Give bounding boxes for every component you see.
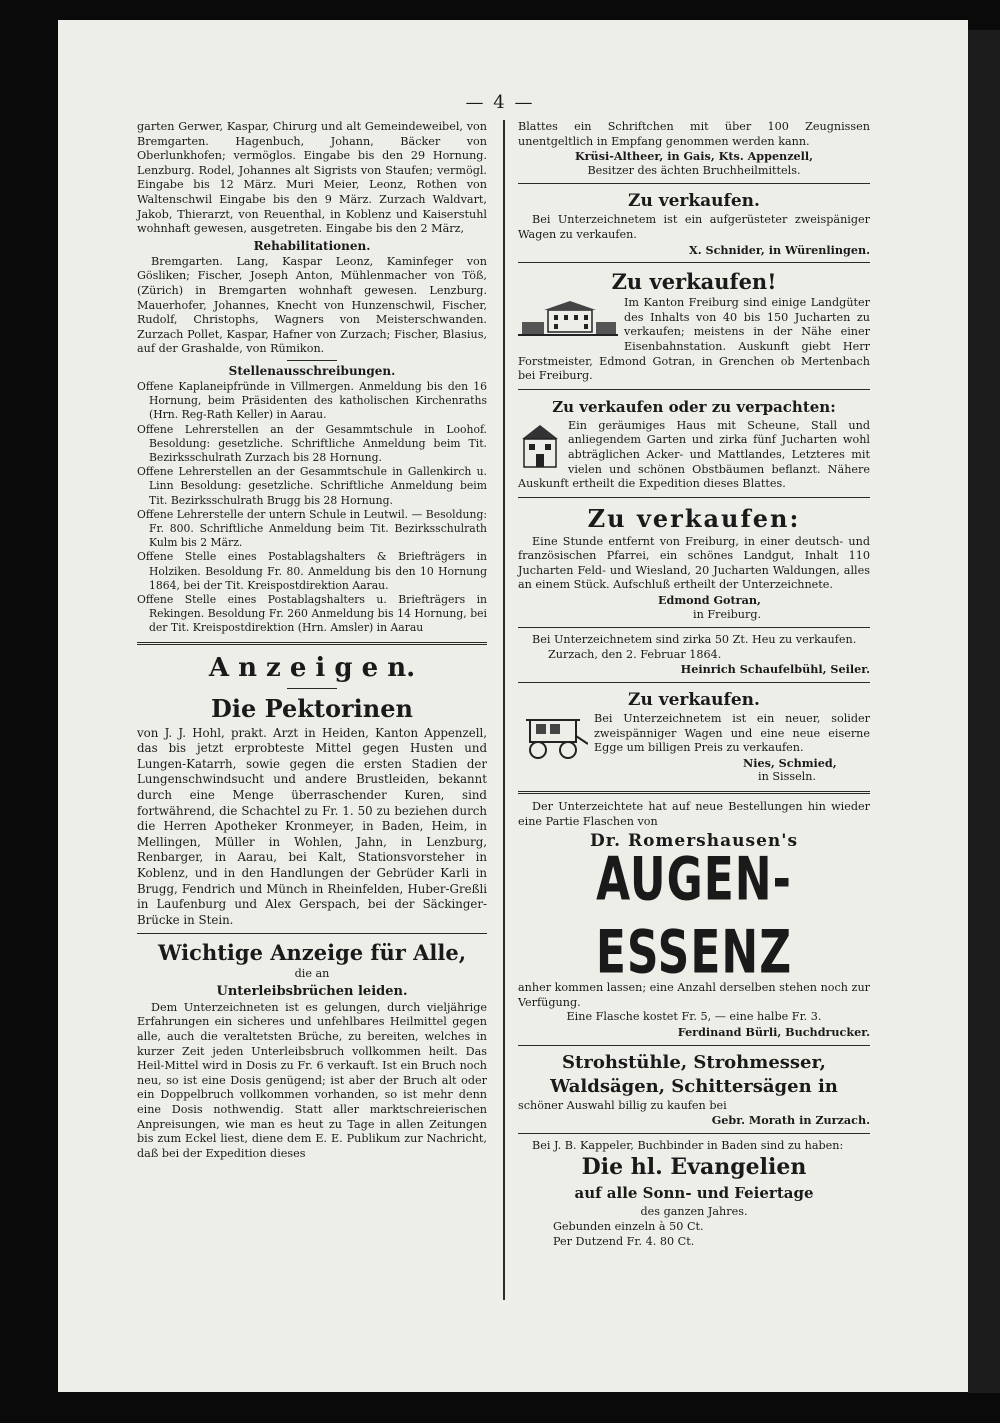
stelle-item: Offene Kaplaneipfründe in Villmergen. Anmeldung bis den 16 Hornung, beim Präsidenten des katholischen Kirchenraths (Hrn. Reg-Rath Keller) in Aarau. [137, 379, 487, 422]
ad4-signature: Edmond Gotran, [658, 593, 761, 608]
left-column [137, 120, 487, 1161]
ad3-title: Zu verkaufen oder zu verpachten: [552, 397, 836, 416]
divider [518, 389, 870, 390]
column-rule [503, 120, 505, 1300]
pektorinen-title: Die Pektorinen [211, 693, 413, 723]
manor-house-icon [518, 298, 618, 338]
ad7-name: Dr. Romershausen's [589, 831, 799, 852]
ad5-text: Bei Unterzeichnetem sind zirka 50 Zt. Heu zu verkaufen. [532, 633, 857, 647]
bruch-signature-2: Besitzer des ächten Bruchheilmittels. [587, 163, 801, 177]
ad1-text: Bei Unterzeichnetem ist ein aufgerüsteter zweispäniger Wagen zu verkaufen. [518, 213, 870, 241]
divider [518, 791, 870, 794]
ad7-signature: Ferdinand Bürli, Buchdrucker. [677, 1024, 870, 1039]
ad5-signature: Heinrich Schaufelbühl, Seiler. [680, 662, 870, 677]
divider [518, 1133, 870, 1134]
divider [518, 682, 870, 683]
ad4-signature-place: in Freiburg. [693, 607, 762, 621]
wichtig-title: Wichtige Anzeige für Alle, [157, 940, 467, 966]
ad9-text: Bei J. B. Kappeler, Buchbinder in Baden sind zu haben: [532, 1138, 844, 1152]
wichtig-text: Dem Unterzeichneten ist es gelungen, durch vieljährige Erfahrungen ein sicheres und unfehlbares Heilmittel gegen alle, auch die veraltetsten Brüche, zu bereiten, welches in kurzer Zeit jeden Unterleibsbruch vollkommen heilt. Das Heil-Mittel wird in Dosis zu Fr. 6 verkauft. Ist ein Bruch noch neu, so ist eine Dosis genügend; ist aber der Bruch alt oder ein Doppelbruch vollkommen vorhanden, so ist mehr denn eine Dosis nothwendig. Statt aller marktschreierischen Anpreisungen, wie man es heut zu Tage in allen Zeitungen bis zum Eckel liest, diene dem E. E. Publikum zur Nachricht, daß bei der Expedition dieses [137, 1000, 487, 1160]
ad4-title: Zu verkaufen: [587, 503, 801, 533]
ad6-text: Bei Unterzeichnetem ist ein neuer, solider zweispänniger Wagen und eine neue eiserne Egge um billigen Preis zu verkaufen. [594, 712, 870, 755]
pektorinen-text: von J. J. Hohl, prakt. Arzt in Heiden, Kanton Appenzell, das bis jetzt erprobteste Mittel gegen Husten und Lungen-Katarrh, sowie gegen die ersten Stadien der Lungenschwindsucht und andere Brustleiden, bekannt durch eine Menge überraschender Kuren, sind fortwährend, die Schachtel zu Fr. 1. 50 zu beziehen durch die Herren Apotheker Kronmeyer, in Baden, Heim, in Mellingen, Müller in Wohlen, Jahn, in Lenzburg, Renbarger, in Aarau, bei Kalt, Stationsvorsteher in Koblenz, und in den Handlungen der Gebrüder Karli in Brugg, Fendrich und Münch in Rheinfelden, Huber-Greßli in Laufenburg und Alex Gerspach, bei der Säckinger-Brücke in Stein. [137, 725, 487, 927]
ad8-text: schöner Auswahl billig zu kaufen bei [518, 1098, 727, 1112]
ad6-title: Zu verkaufen. [628, 690, 760, 711]
anzeigen-heading: A n z e i g e n. [208, 652, 416, 683]
page-number: — 4 — [465, 92, 535, 113]
divider [518, 262, 870, 263]
ad4-text: Eine Stunde entfernt von Freiburg, in einer deutsch- und französischen Pfarrei, ein schönes Landgut, Inhalt 110 Jucharten Feld- und Wiesland, 20 Jucharten Waldungen, alles an einem Stück. Aufschluß ertheilt der Unterzeichnete. [518, 534, 870, 592]
ad7-text: Der Unterzeichtete hat auf neue Bestellungen hin wieder eine Partie Flaschen von [518, 800, 870, 828]
divider [137, 933, 487, 934]
stelle-item: Offene Lehrerstellen an der Gesammtschule in Loohof. Besoldung: gesetzliche. Schriftliche Anmeldung beim Tit. Bezirksschulrath Zurzach bis 28 Hornung. [137, 422, 487, 464]
ad3-text: Ein geräumiges Haus mit Scheune, Stall und anliegendem Garten und zirka fünf Jucharten wohl abträglichen Acker- und Mattlandes, Letzteres mit vielen und schönen Obstbäumen beflanzt. Nähere Auskunft ertheilt die Expedition dieses Blattes. [518, 418, 870, 491]
ad7-price: Eine Flasche kostet Fr. 5, — eine halbe Fr. 3. [566, 1010, 822, 1024]
wichtig-sub: die an [294, 967, 330, 981]
augen-essenz-heading: AUGEN-ESSENZ [595, 845, 793, 988]
ad8-signature: Gebr. Morath in Zurzach. [711, 1113, 870, 1128]
ad2-text: Im Kanton Freiburg sind einige Landgüter des Inhalts von 40 bis 150 Jucharten zu verkaufen; meistens in der Nähe einer Eisenbahnstation. Auskunft giebt Herr Forstmeister, Edmond Gotran, in Grenchen ob Mertenbach bei Freiburg. [518, 296, 870, 383]
divider [287, 360, 337, 361]
ad6-signature-place: in Sisseln. [758, 770, 817, 784]
divider [518, 183, 870, 184]
ad1-title: Zu verkaufen. [628, 191, 760, 212]
ad9-price-2: Per Dutzend Fr. 4. 80 Ct. [553, 1234, 695, 1248]
bankrupt-notices: garten Gerwer, Kaspar, Chirurg und alt Gemeindeweibel, von Bremgarten. Hagenbuch, Johann, Bäcker von Oberlunkhofen; vermöglos. Eingabe bis den 29 Hornung. Lenzburg. Rodel, Johannes alt Sigrists von Staufen; vermögl. Eingabe bis 12 März. Muri Meier, Leonz, Rothen von Waltenschwil Eingabe bis den 9 März. Zurzach Waldvart, Jakob, Thierarzt, von Reuenthal, in Koblenz und Kaiserstuhl wohnhaft gewesen, ausgetreten. Eingabe bis den 2 März, [137, 120, 487, 236]
ad9-subtitle-2: des ganzen Jahres. [640, 1205, 748, 1219]
page-edge-shadow [968, 30, 1000, 1393]
rehab-heading: Rehabilitationen. [253, 238, 371, 253]
divider [137, 642, 487, 645]
right-column [518, 120, 870, 1249]
farmhouse-icon [518, 421, 562, 471]
divider [518, 1045, 870, 1046]
ad8-title: Strohstühle, Strohmesser, [562, 1051, 826, 1073]
ad9-price-1: Gebunden einzeln à 50 Ct. [553, 1219, 704, 1233]
divider [518, 497, 870, 498]
stelle-item: Offene Lehrerstelle der untern Schule in Leutwil. — Besoldung: Fr. 800. Schriftliche Anmeldung beim Tit. Bezirksschulrath Kulm bis 2 März. [137, 507, 487, 550]
ad5-date: Zurzach, den 2. Februar 1864. [548, 647, 722, 661]
stellen-heading: Stellenausschreibungen. [228, 363, 396, 378]
stelle-item: Offene Lehrerstellen an der Gesammtschule in Gallenkirch u. Linn Besoldung: gesetzliche. Schriftliche Anmeldung beim Tit. Bezirksschulrath Brugg bis 28 Hornung. [137, 465, 487, 507]
ad7-text-2: anher kommen lassen; eine Anzahl derselben stehen noch zur Verfügung. [518, 981, 870, 1009]
ad9-subtitle: auf alle Sonn- und Feiertage [574, 1184, 814, 1203]
wichtig-sub-bold: Unterleibsbrüchen leiden. [216, 983, 408, 999]
divider [518, 627, 870, 628]
ad6-signature: Nies, Schmied, [743, 755, 837, 770]
stelle-item: Offene Stelle eines Postablagshalters u. Briefträgers in Rekingen. Besoldung Fr. 260 Anmeldung bis 14 Hornung, bei der Tit. Kreispostdirektion (Hrn. Amsler) in Aarau [137, 592, 487, 635]
bruch-signature: Krüsi-Altheer, in Gais, Kts. Appenzell, [574, 149, 814, 164]
ad2-title: Zu verkaufen! [611, 269, 777, 295]
stelle-item: Offene Stelle eines Postablagshalters & Briefträgers in Holziken. Besoldung Fr. 80. Anmeldung bis den 10 Hornung 1864, bei der Tit. Kreispostdirektion Aarau. [137, 550, 487, 592]
divider [287, 688, 337, 689]
bruch-cont-text: Blattes ein Schriftchen mit über 100 Zeugnissen unentgeltlich in Empfang genommen werden kann. [518, 120, 870, 148]
ad1-signature: X. Schnider, in Würenlingen. [689, 242, 870, 257]
carriage-icon [518, 714, 588, 760]
ad8-title-2: Waldsägen, Schittersägen in [550, 1075, 838, 1097]
rehab-text: Bremgarten. Lang, Kaspar Leonz, Kaminfeger von Gösliken; Fischer, Joseph Anton, Mühlenmacher von Töß, (Zürich) in Bremgarten wohnhaft gewesen. Lenzburg. Mauerhofer, Johannes, Knecht von Hunzenschwil, Fischer, Rudolf, Christophs, Wagners von Meisterschwanden. Zurzach Pollet, Kaspar, Hafner von Zurzach; Fischer, Blasius, auf der Grashalde, von Rümikon. [137, 254, 487, 356]
ad9-title: Die hl. Evangelien [581, 1154, 807, 1181]
